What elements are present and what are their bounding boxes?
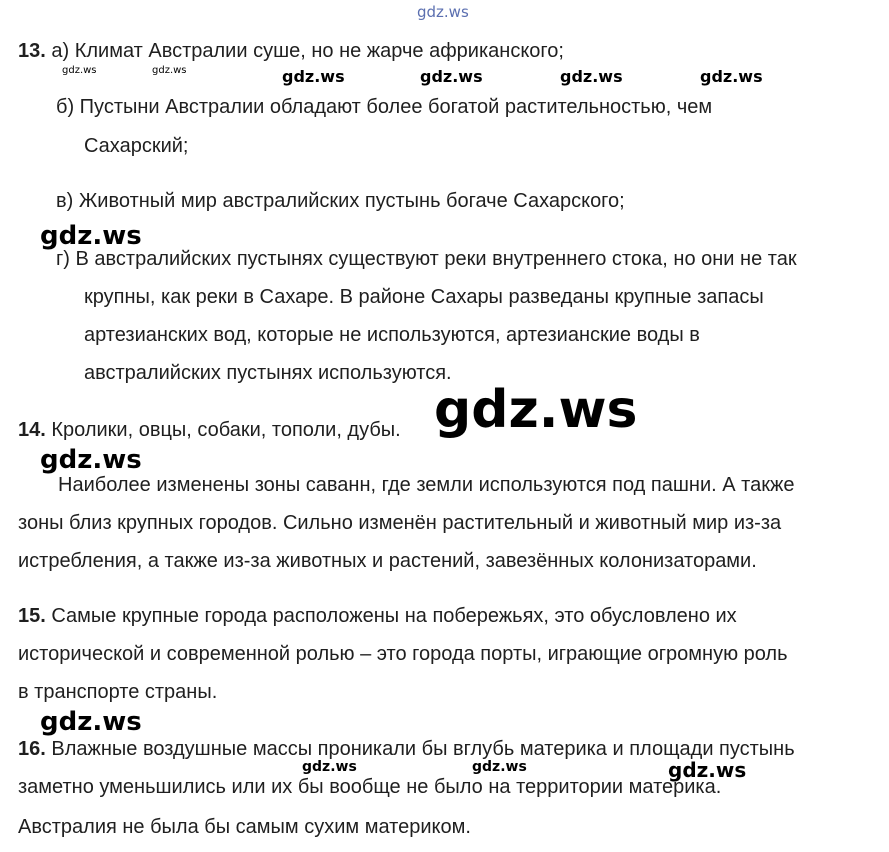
watermark: gdz.ws — [302, 759, 357, 775]
answer-number-16: 16. — [18, 738, 46, 760]
answer-13-g-line-2: крупны, как реки в Сахаре. В районе Сахары разведаны крупные запасы — [84, 286, 764, 308]
answer-14-line-2: Наиболее изменены зоны саванн, где земли используются под пашни. А также — [58, 474, 795, 496]
answer-13-b-line-1: б) Пустыни Австралии обладают более богатой растительностью, чем — [56, 96, 713, 118]
answer-13-v: в) Животный мир австралийских пустынь богаче Сахарского; — [56, 190, 625, 212]
answer-13-g-line-1: г) В австралийских пустынях существуют реки внутреннего стока, но они не так — [56, 248, 797, 270]
watermark-large: gdz.ws — [434, 380, 638, 440]
answer-16-line-3: Австралия не была бы самым сухим материком. — [18, 816, 471, 838]
answer-16-line-1-text: Влажные воздушные массы проникали бы вглубь материка и площади пустынь — [51, 738, 795, 760]
answer-16-line-2: заметно уменьшились или их бы вообще не было на территории материка. — [18, 776, 722, 798]
watermark: gdz.ws — [560, 67, 623, 86]
watermark: gdz.ws — [420, 67, 483, 86]
answer-13-b-line-2: Сахарский; — [84, 135, 189, 157]
watermark: gdz.ws — [472, 759, 527, 775]
answer-14-line-4: истребления, а также из-за животных и растений, завезённых колонизаторами. — [18, 550, 757, 572]
answer-13-a — [18, 39, 564, 63]
answer-13-g-line-4: австралийских пустынях используются. — [84, 362, 452, 384]
answer-number-14: 14. — [18, 419, 46, 441]
answer-14-line-3: зоны близ крупных городов. Сильно изменён растительный и животный мир из-за — [18, 512, 782, 534]
answer-15-line-2: исторической и современной ролью – это города порты, играющие огромную роль — [18, 643, 788, 665]
watermark: gdz.ws — [700, 67, 763, 86]
watermark: gdz.ws — [40, 445, 142, 475]
answer-15-line-1 — [18, 604, 737, 628]
watermark: gdz.ws — [282, 67, 345, 86]
watermark: gdz.ws — [668, 758, 747, 782]
answer-number-15: 15. — [18, 605, 46, 627]
answer-14-line-1-text: Кролики, овцы, собаки, тополи, дубы. — [51, 419, 401, 441]
answer-13-g-line-3: артезианских вод, которые не используются, артезианские воды в — [84, 324, 700, 346]
watermark: gdz.ws — [62, 65, 97, 76]
watermark: gdz.ws — [152, 65, 187, 76]
answer-number-13: 13. — [18, 40, 46, 62]
answer-13-a-text: а) Климат Австралии суше, но не жарче африканского; — [51, 40, 564, 62]
watermark: gdz.ws — [40, 707, 142, 737]
watermark-top: gdz.ws — [417, 3, 469, 21]
answer-15-line-3: в транспорте страны. — [18, 681, 218, 703]
watermark: gdz.ws — [40, 221, 142, 251]
answer-15-line-1-text: Самые крупные города расположены на побережьях, это обусловлено их — [51, 605, 737, 627]
answer-14-line-1 — [18, 418, 401, 442]
